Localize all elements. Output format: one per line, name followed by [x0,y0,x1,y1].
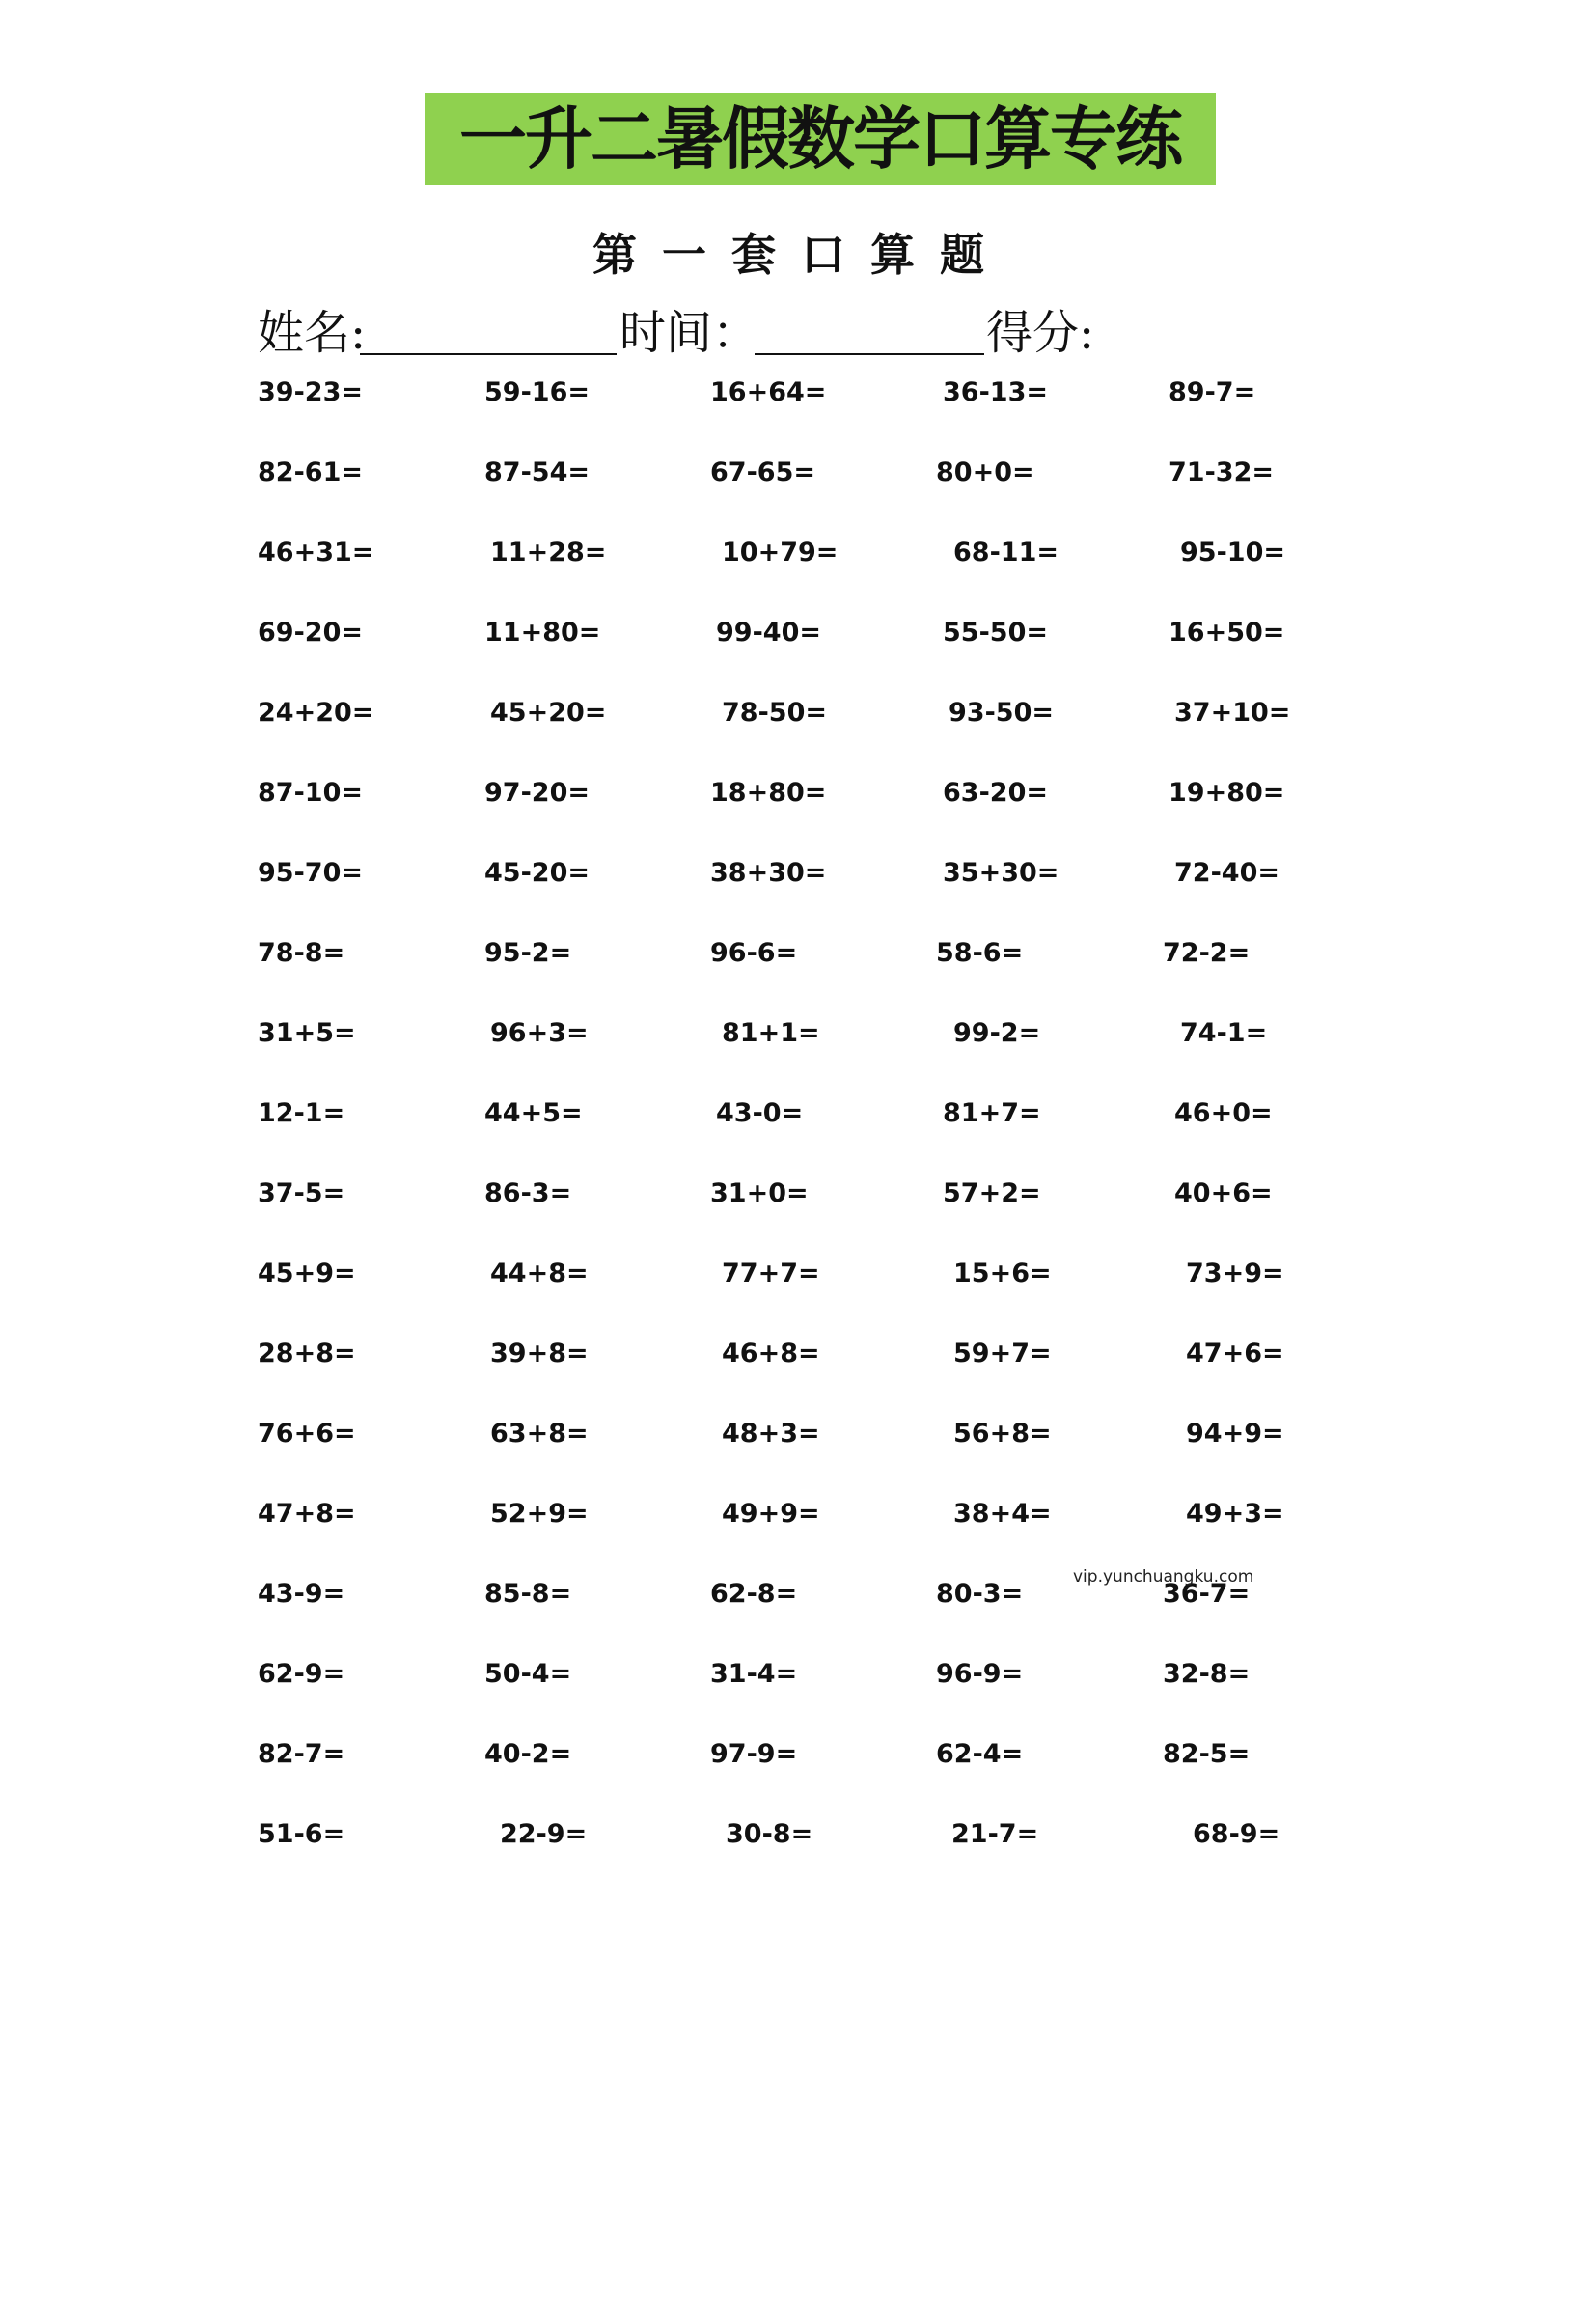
math-problem: 82-61= [258,457,363,487]
math-problem: 16+64= [710,377,827,407]
math-problem: 74-1= [1180,1018,1268,1048]
math-problem: 10+79= [722,538,839,567]
math-problem: 58-6= [936,938,1024,968]
math-problem: 36-13= [943,377,1048,407]
math-problem: 93-50= [949,698,1054,728]
math-problem: 47+6= [1186,1339,1284,1368]
math-problem: 89-7= [1169,377,1256,407]
math-problem: 44+5= [484,1098,583,1128]
math-problem: 46+8= [722,1339,820,1368]
math-problem: 32-8= [1163,1659,1251,1689]
math-problem: 69-20= [258,618,363,648]
math-problem: 82-5= [1163,1739,1251,1769]
math-problem: 35+30= [943,858,1059,888]
math-problem: 67-65= [710,457,815,487]
math-problem: 81+1= [722,1018,820,1048]
math-problem: 73+9= [1186,1258,1284,1288]
math-problem: 40+6= [1174,1178,1273,1208]
math-problem: 45+20= [490,698,607,728]
math-problem: 62-8= [710,1579,798,1609]
math-problem: 68-9= [1193,1819,1280,1849]
name-label: 姓名: [258,306,367,360]
math-problem: 59-16= [484,377,590,407]
math-problem: 85-8= [484,1579,572,1609]
math-problem: 99-2= [953,1018,1041,1048]
worksheet-subtitle: 第一套口算题 [592,229,1009,281]
math-problem: 45+9= [258,1258,356,1288]
math-problem: 19+80= [1169,778,1285,808]
math-problem: 49+9= [722,1499,820,1529]
math-problem: 86-3= [484,1178,572,1208]
math-problem: 99-40= [716,618,821,648]
math-problem: 96-6= [710,938,798,968]
math-problem: 57+2= [943,1178,1041,1208]
watermark: vip.yunchuangku.com [1073,1567,1254,1587]
math-problem: 36-7= [1163,1579,1251,1609]
math-problem: 30-8= [726,1819,813,1849]
math-problem: 80+0= [936,457,1034,487]
math-problem: 72-2= [1163,938,1251,968]
math-problem: 80-3= [936,1579,1024,1609]
math-problem: 22-9= [500,1819,588,1849]
math-problem: 87-54= [484,457,590,487]
math-problem: 31-4= [710,1659,798,1689]
math-problem: 28+8= [258,1339,356,1368]
math-problem: 47+8= [258,1499,356,1529]
math-problem: 44+8= [490,1258,589,1288]
math-problem: 63+8= [490,1419,589,1449]
math-problem: 11+80= [484,618,601,648]
math-problem: 95-2= [484,938,572,968]
math-problem: 12-1= [258,1098,345,1128]
math-problem: 18+80= [710,778,827,808]
math-problem: 45-20= [484,858,590,888]
math-problem: 38+30= [710,858,827,888]
math-problem: 71-32= [1169,457,1274,487]
math-problem: 59+7= [953,1339,1052,1368]
math-problem: 37+10= [1174,698,1291,728]
math-problem: 87-10= [258,778,363,808]
math-problem: 38+4= [953,1499,1052,1529]
math-problem: 56+8= [953,1419,1052,1449]
math-problem: 55-50= [943,618,1048,648]
math-problem: 46+31= [258,538,374,567]
math-problem: 48+3= [722,1419,820,1449]
math-problem: 78-8= [258,938,345,968]
math-problem: 39+8= [490,1339,589,1368]
math-problem: 76+6= [258,1419,356,1449]
math-problem: 78-50= [722,698,827,728]
math-problem: 62-4= [936,1739,1024,1769]
math-problem: 43-0= [716,1098,804,1128]
math-problem: 15+6= [953,1258,1052,1288]
math-problem: 68-11= [953,538,1059,567]
math-problem: 97-20= [484,778,590,808]
math-problem: 95-10= [1180,538,1285,567]
math-problem: 96-9= [936,1659,1024,1689]
math-problem: 72-40= [1174,858,1280,888]
math-problem: 31+5= [258,1018,356,1048]
math-problem: 37-5= [258,1178,345,1208]
math-problem: 97-9= [710,1739,798,1769]
math-problem: 40-2= [484,1739,572,1769]
math-problem: 49+3= [1186,1499,1284,1529]
math-problem: 62-9= [258,1659,345,1689]
page-title: 一升二暑假数学口算专练 [459,99,1181,179]
math-problem: 52+9= [490,1499,589,1529]
math-problem: 31+0= [710,1178,809,1208]
math-problem: 43-9= [258,1579,345,1609]
math-problem: 39-23= [258,377,363,407]
math-problem: 11+28= [490,538,607,567]
math-problem: 94+9= [1186,1419,1284,1449]
math-problem: 96+3= [490,1018,589,1048]
math-problem: 24+20= [258,698,374,728]
math-problem: 46+0= [1174,1098,1273,1128]
math-problem: 95-70= [258,858,363,888]
math-problem: 51-6= [258,1819,345,1849]
math-problem: 16+50= [1169,618,1285,648]
math-problem: 21-7= [951,1819,1039,1849]
math-problem: 81+7= [943,1098,1041,1128]
math-problem: 82-7= [258,1739,345,1769]
math-problem: 77+7= [722,1258,820,1288]
score-label: 得分: [986,306,1095,360]
math-problem: 63-20= [943,778,1048,808]
math-problem: 50-4= [484,1659,572,1689]
time-label: 时间： [619,306,759,360]
